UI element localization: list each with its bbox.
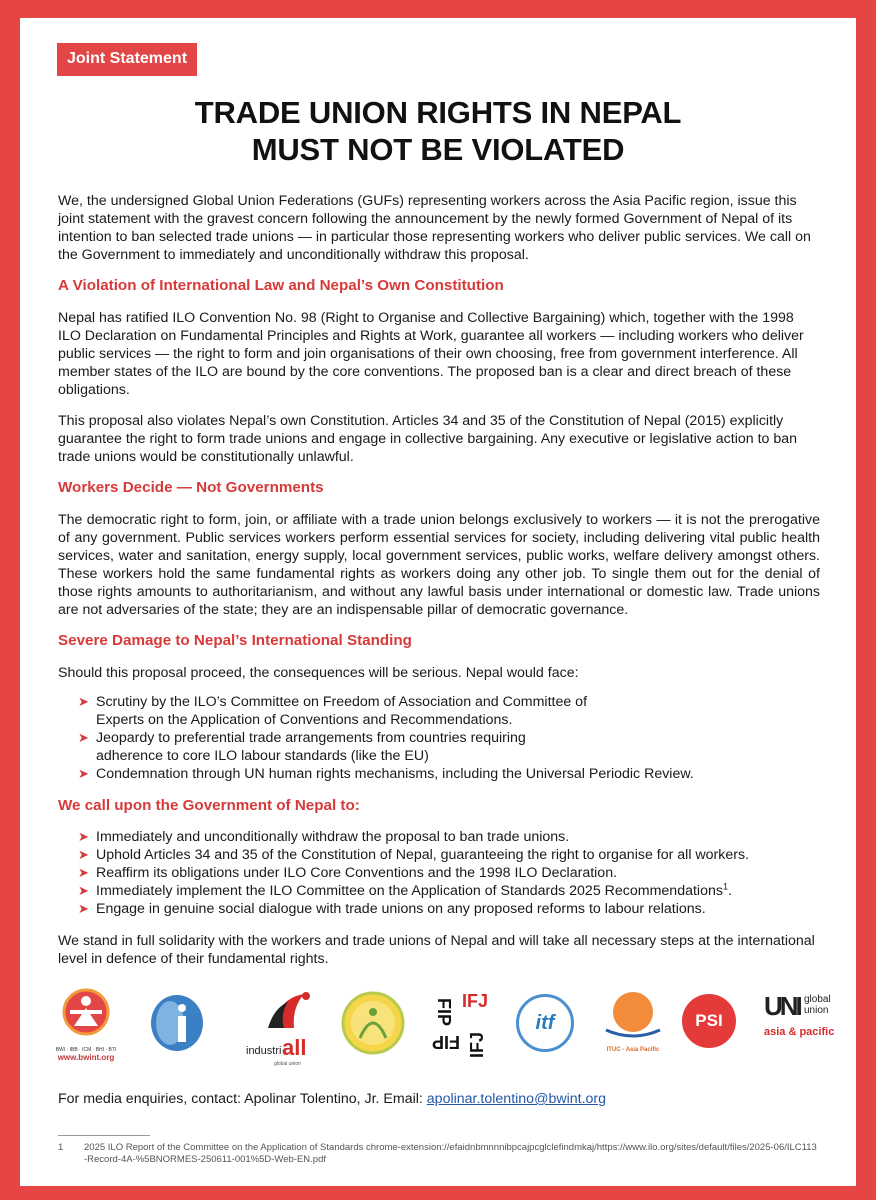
ifj-logo <box>432 991 492 1059</box>
violation-paragraph-1: Nepal has ratified ILO Convention No. 98 (Right to Organise and Collective Bargaining) which, together with the 1998 ILO Declaration on Fundamental Principles and Rights at Work, guarantee all workers — including workers who deliver public services — the right to form and join organisations of their own choosing, free from government interference. All member states of the ILO are bound by the core conventions. The proposed ban is a clear and direct breach of these obligations. <box>58 310 804 398</box>
industriall-word: industri <box>246 1045 282 1057</box>
section-heading-workers-decide: Workers Decide — Not Governments <box>58 479 324 496</box>
arrow-icon: ➤ <box>78 829 89 844</box>
list-item: ➤ Scrutiny by the ILO’s Committee on Freedom of Association and Committee of Experts on the Application of Conventions and Recommendations. <box>78 694 588 728</box>
fip-mark-b: FIP <box>434 998 454 1027</box>
ituc-label: ITUC - Asia Pacific <box>606 1047 660 1053</box>
list-item: ➤ Jeopardy to preferential trade arrangements from countries requiring adherence to core ILO labour standards (like the EU) <box>78 730 526 764</box>
title-line-1: TRADE UNION RIGHTS IN NEPAL <box>194 95 682 130</box>
idwf-logo <box>340 990 406 1056</box>
uni-line-3: asia & pacific <box>764 1026 835 1038</box>
arrow-icon: ➤ <box>78 883 89 898</box>
list-item: ➤ Engage in genuine social dialogue with trade unions on any proposed reforms to labour relations. <box>78 901 706 917</box>
closing-paragraph: We stand in full solidarity with the workers and trade unions of Nepal and will take all necessary steps at the international level in defence of their fundamental rights. <box>58 933 815 967</box>
document-page <box>20 18 856 1186</box>
arrow-icon: ➤ <box>78 694 89 709</box>
statement-body <box>58 192 820 981</box>
list-item: ➤ Immediately implement the ILO Committee on the Application of Standards 2025 Recommendations$^1$. <box>78 881 732 899</box>
arrow-icon: ➤ <box>78 865 89 880</box>
uni-logo <box>764 992 834 1056</box>
idwf-emblem-icon <box>340 990 406 1056</box>
section-heading-call: We call upon the Government of Nepal to: <box>58 797 360 814</box>
page-title <box>20 94 856 168</box>
footnote-number: 1 <box>58 1142 64 1153</box>
arrow-icon: ➤ <box>78 847 89 862</box>
list-item: ➤ Immediately and unconditionally withdraw the proposal to ban trade unions. <box>78 829 570 845</box>
demands-list <box>78 828 820 918</box>
footnote <box>58 1142 818 1166</box>
industriall-logo <box>244 988 324 1067</box>
arrow-icon: ➤ <box>78 766 89 781</box>
violation-paragraph-2: This proposal also violates Nepal’s own Constitution. Articles 34 and 35 of the Constitution of Nepal (2015) explicitly guarantee the right to form trade unions and engage in collective bargaining. Any executive or legislative action to ban trade unions would be constitutionally unlawful. <box>58 413 798 465</box>
industriall-sub: global union <box>274 1061 301 1067</box>
contact-email-link[interactable]: apolinar.tolentino@bwint.org <box>426 1091 607 1107</box>
union-logos <box>50 986 835 1067</box>
ifj-mark-a: IFJ <box>462 991 489 1011</box>
footnote-divider <box>58 1135 150 1136</box>
psi-logo <box>682 994 738 1050</box>
psi-mark: PSI <box>695 1011 723 1030</box>
bwi-small-text: BWI · IBB · ICM · BHI · BTI <box>55 1047 117 1053</box>
arrow-icon: ➤ <box>78 901 89 916</box>
industriall-bird-icon <box>244 988 324 1034</box>
consequences-list <box>78 693 820 783</box>
arrow-icon: ➤ <box>78 730 89 745</box>
damage-intro: Should this proposal proceed, the consequences will be serious. Nepal would face: <box>58 665 579 681</box>
ifj-mark-d: IFJ <box>467 1031 488 1059</box>
education-international-icon <box>146 992 208 1054</box>
title-line-2: MUST NOT BE VIOLATED <box>251 132 625 167</box>
intro-paragraph: We, the undersigned Global Union Federations (GUFs) representing workers across the Asia Pacific region, issue this joint statement with the gravest concern following the announcement by the newly formed Government of Nepal of its intention to ban selected trade unions — in particular those representing workers who deliver public services. We call on the Government to immediately and unconditionally withdraw this proposal. <box>58 193 811 263</box>
media-label: For media enquiries, contact: Apolinar Tolentino, Jr. Email: <box>58 1091 427 1107</box>
bwi-url: www.bwint.org <box>57 1053 115 1062</box>
joint-statement-tag: Joint Statement <box>57 43 197 76</box>
footnote-text: 2025 ILO Report of the Committee on the Application of Standards chrome-extension://efaidnbmnnnibpcajpcglclefindmkaj/https://www.ilo.org/sites/default/files/2025-06/ILC113-Record-4A-%5BNORMES-250611-001%5D-Web-EN.pdf <box>84 1142 817 1165</box>
itf-mark: itf <box>535 1011 555 1034</box>
bwi-logo <box>50 986 122 1062</box>
media-contact <box>58 1091 606 1107</box>
ituc-sun-icon <box>598 986 668 1042</box>
uni-line-2: union <box>804 1005 829 1016</box>
uni-line-1: global <box>804 994 831 1005</box>
itf-logo <box>516 994 578 1056</box>
section-heading-damage: Severe Damage to Nepal’s International Standing <box>58 632 412 649</box>
list-item: ➤ Condemnation through UN human rights mechanisms, including the Universal Periodic Review. <box>78 766 694 782</box>
workers-decide-paragraph: The democratic right to form, join, or affiliate with a trade union belongs exclusively to workers — it is not the prerogative of any government. Public services workers perform essential services for society, including delivering vital public health services, water and sanitation, energy supply, local government services, public works, welfare delivery amongst others. These workers hold the same fundamental rights as workers doing any other job. To single them out for the denial of those rights amounts to authoritarianism, and without any lawful basis under international or domestic law. Trade unions are not adversaries of the state; they are an indispensable pillar of democratic governance. <box>58 512 820 618</box>
footnote-ref[interactable]: 1 <box>722 881 728 892</box>
section-heading-violation: A Violation of International Law and Nepal’s Own Constitution <box>58 277 504 294</box>
bwi-emblem-icon <box>50 986 122 1042</box>
fip-mark-c: FIP <box>432 1032 461 1052</box>
industriall-mark: all <box>282 1035 307 1060</box>
list-item: ➤ Uphold Articles 34 and 35 of the Constitution of Nepal, guaranteeing the right to organise for all workers. <box>78 847 750 863</box>
ei-logo <box>146 992 208 1054</box>
uni-mark: UNI <box>764 991 800 1021</box>
ituc-logo <box>598 986 668 1058</box>
list-item: ➤ Reaffirm its obligations under ILO Core Conventions and the 1998 ILO Declaration. <box>78 865 618 881</box>
